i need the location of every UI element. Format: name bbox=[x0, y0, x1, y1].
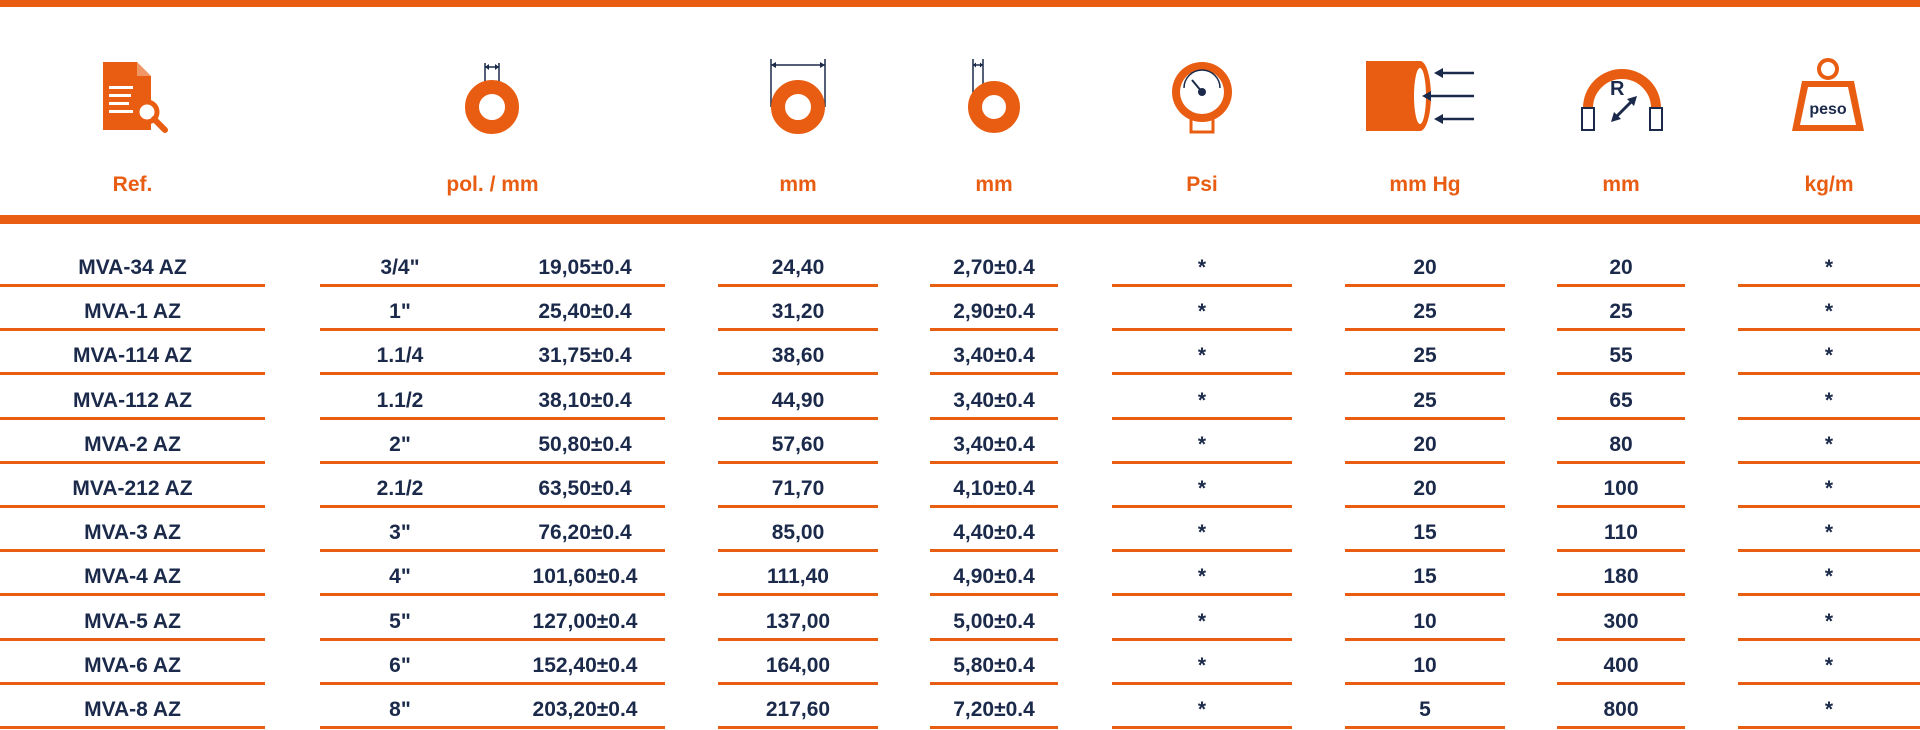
row-divider bbox=[1557, 638, 1685, 641]
row-divider bbox=[930, 505, 1058, 508]
row-divider bbox=[930, 726, 1058, 729]
row-divider bbox=[1112, 461, 1292, 464]
row-divider bbox=[320, 593, 665, 596]
cell-inner-diameter-mm: 25,40±0.4 bbox=[538, 300, 632, 324]
row-divider bbox=[320, 372, 665, 375]
cell-ref: MVA-3 AZ bbox=[84, 521, 181, 545]
cell-size-inch: 3/4" bbox=[380, 256, 420, 279]
cell-outer-diameter: 38,60 bbox=[771, 344, 825, 368]
header-outer-diameter: mm bbox=[779, 173, 817, 196]
row-divider bbox=[718, 284, 878, 287]
row-divider bbox=[930, 593, 1058, 596]
cell-bend-radius: 80 bbox=[1609, 432, 1633, 456]
inner-diameter-icon bbox=[442, 55, 542, 137]
row-divider bbox=[1112, 593, 1292, 596]
bend-radius-icon-label: R bbox=[1610, 78, 1625, 100]
row-divider bbox=[1112, 726, 1292, 729]
row-divider bbox=[718, 461, 878, 464]
cell-pressure: * bbox=[1197, 521, 1207, 545]
cell-size-inch: 6" bbox=[389, 653, 411, 677]
row-divider bbox=[930, 372, 1058, 375]
row-divider bbox=[320, 461, 665, 464]
row-divider bbox=[1345, 284, 1505, 287]
row-divider bbox=[1345, 638, 1505, 641]
cell-pressure: * bbox=[1197, 388, 1207, 412]
row-divider bbox=[1557, 726, 1685, 729]
row-divider bbox=[930, 461, 1058, 464]
row-divider bbox=[1112, 417, 1292, 420]
cell-ref: MVA-2 AZ bbox=[84, 432, 181, 456]
cell-size-inch: 5" bbox=[389, 609, 411, 633]
cell-vacuum: 15 bbox=[1413, 565, 1437, 589]
row-divider bbox=[930, 638, 1058, 641]
cell-wall-thickness: 2,70±0.4 bbox=[953, 256, 1035, 279]
row-divider bbox=[1345, 505, 1505, 508]
outer-diameter-icon bbox=[748, 55, 848, 137]
cell-weight: * bbox=[1824, 565, 1834, 589]
cell-inner-diameter-mm: 76,20±0.4 bbox=[538, 521, 632, 545]
row-divider bbox=[1557, 372, 1685, 375]
cell-wall-thickness: 4,90±0.4 bbox=[953, 565, 1035, 589]
row-divider bbox=[1738, 549, 1920, 552]
row-divider bbox=[0, 549, 265, 552]
row-divider bbox=[1345, 549, 1505, 552]
cell-outer-diameter: 111,40 bbox=[767, 565, 829, 589]
document-search-icon bbox=[83, 55, 183, 137]
row-divider bbox=[1738, 284, 1920, 287]
cell-wall-thickness: 5,00±0.4 bbox=[953, 609, 1035, 633]
cell-pressure: * bbox=[1197, 698, 1207, 721]
cell-pressure: * bbox=[1197, 300, 1207, 324]
row-divider bbox=[0, 284, 265, 287]
cell-size-inch: 8" bbox=[389, 698, 411, 721]
cell-outer-diameter: 24,40 bbox=[771, 256, 825, 279]
cell-pressure: * bbox=[1197, 609, 1207, 633]
header-divider bbox=[0, 215, 1920, 224]
cell-wall-thickness: 4,10±0.4 bbox=[953, 477, 1035, 500]
row-divider bbox=[1557, 284, 1685, 287]
cell-outer-diameter: 44,90 bbox=[771, 388, 825, 412]
cell-weight: * bbox=[1824, 477, 1834, 500]
row-divider bbox=[1738, 461, 1920, 464]
cell-weight: * bbox=[1824, 521, 1834, 545]
row-divider bbox=[1738, 372, 1920, 375]
cell-size-inch: 1" bbox=[389, 300, 411, 324]
row-divider bbox=[1738, 726, 1920, 729]
row-divider bbox=[930, 328, 1058, 331]
cell-bend-radius: 100 bbox=[1603, 477, 1639, 500]
cell-vacuum: 25 bbox=[1413, 300, 1437, 324]
row-divider bbox=[1345, 726, 1505, 729]
cell-wall-thickness: 5,80±0.4 bbox=[953, 653, 1035, 677]
row-divider bbox=[930, 417, 1058, 420]
cell-vacuum: 10 bbox=[1413, 653, 1437, 677]
header-ref: Ref. bbox=[112, 173, 153, 196]
header-bend-radius: mm bbox=[1602, 173, 1640, 196]
row-divider bbox=[0, 638, 265, 641]
row-divider bbox=[1345, 682, 1505, 685]
cell-weight: * bbox=[1824, 609, 1834, 633]
row-divider bbox=[320, 284, 665, 287]
row-divider bbox=[1738, 417, 1920, 420]
row-divider bbox=[1112, 505, 1292, 508]
cell-vacuum: 5 bbox=[1419, 698, 1431, 721]
row-divider bbox=[930, 549, 1058, 552]
row-divider bbox=[1557, 682, 1685, 685]
cell-inner-diameter-mm: 38,10±0.4 bbox=[538, 388, 632, 412]
cell-wall-thickness: 4,40±0.4 bbox=[953, 521, 1035, 545]
row-divider bbox=[320, 505, 665, 508]
cell-vacuum: 25 bbox=[1413, 344, 1437, 368]
cell-vacuum: 10 bbox=[1413, 609, 1437, 633]
row-divider bbox=[1345, 328, 1505, 331]
cell-vacuum: 15 bbox=[1413, 521, 1437, 545]
cell-weight: * bbox=[1824, 432, 1834, 456]
row-divider bbox=[1557, 549, 1685, 552]
row-divider bbox=[1557, 417, 1685, 420]
cell-outer-diameter: 137,00 bbox=[765, 609, 831, 633]
cell-wall-thickness: 7,20±0.4 bbox=[953, 698, 1035, 721]
wall-thickness-icon bbox=[944, 55, 1044, 137]
cell-wall-thickness: 2,90±0.4 bbox=[953, 300, 1035, 324]
cell-inner-diameter-mm: 203,20±0.4 bbox=[532, 698, 638, 721]
cell-bend-radius: 55 bbox=[1609, 344, 1633, 368]
cell-outer-diameter: 85,00 bbox=[771, 521, 825, 545]
cell-inner-diameter-mm: 101,60±0.4 bbox=[532, 565, 638, 589]
row-divider bbox=[320, 417, 665, 420]
pressure-gauge-icon bbox=[1152, 55, 1252, 137]
row-divider bbox=[1345, 372, 1505, 375]
cell-bend-radius: 300 bbox=[1603, 609, 1639, 633]
cell-bend-radius: 800 bbox=[1603, 698, 1639, 721]
cell-inner-diameter-mm: 31,75±0.4 bbox=[538, 344, 632, 368]
cell-weight: * bbox=[1824, 256, 1834, 279]
cell-weight: * bbox=[1824, 300, 1834, 324]
row-divider bbox=[718, 372, 878, 375]
row-divider bbox=[0, 417, 265, 420]
header-vacuum: mm Hg bbox=[1389, 173, 1461, 196]
cell-inner-diameter-mm: 19,05±0.4 bbox=[538, 256, 632, 279]
cell-ref: MVA-34 AZ bbox=[78, 256, 187, 279]
header-pressure: Psi bbox=[1186, 173, 1218, 196]
row-divider bbox=[320, 682, 665, 685]
row-divider bbox=[1557, 461, 1685, 464]
cell-size-inch: 2.1/2 bbox=[376, 477, 424, 500]
cell-pressure: * bbox=[1197, 653, 1207, 677]
cell-pressure: * bbox=[1197, 565, 1207, 589]
row-divider bbox=[1345, 593, 1505, 596]
header-weight: kg/m bbox=[1804, 173, 1854, 196]
cell-size-inch: 1.1/4 bbox=[376, 344, 424, 368]
weight-icon-label: peso bbox=[1809, 101, 1847, 118]
row-divider bbox=[718, 593, 878, 596]
cell-pressure: * bbox=[1197, 344, 1207, 368]
row-divider bbox=[320, 549, 665, 552]
cell-vacuum: 20 bbox=[1413, 256, 1437, 279]
row-divider bbox=[320, 638, 665, 641]
cell-ref: MVA-4 AZ bbox=[84, 565, 181, 589]
row-divider bbox=[1345, 461, 1505, 464]
cell-inner-diameter-mm: 152,40±0.4 bbox=[532, 653, 638, 677]
row-divider bbox=[0, 505, 265, 508]
cell-weight: * bbox=[1824, 344, 1834, 368]
row-divider bbox=[1738, 328, 1920, 331]
row-divider bbox=[0, 461, 265, 464]
row-divider bbox=[718, 328, 878, 331]
row-divider bbox=[930, 284, 1058, 287]
cell-bend-radius: 110 bbox=[1604, 521, 1638, 545]
row-divider bbox=[1112, 549, 1292, 552]
row-divider bbox=[0, 372, 265, 375]
vacuum-icon bbox=[1352, 55, 1492, 137]
cell-bend-radius: 25 bbox=[1609, 300, 1633, 324]
cell-ref: MVA-114 AZ bbox=[72, 344, 193, 368]
cell-outer-diameter: 71,70 bbox=[771, 477, 825, 500]
row-divider bbox=[1112, 284, 1292, 287]
cell-ref: MVA-5 AZ bbox=[84, 609, 181, 633]
row-divider bbox=[1557, 505, 1685, 508]
cell-vacuum: 20 bbox=[1413, 432, 1437, 456]
cell-bend-radius: 400 bbox=[1603, 653, 1639, 677]
row-divider bbox=[1112, 328, 1292, 331]
row-divider bbox=[1557, 328, 1685, 331]
bend-radius-icon bbox=[1572, 55, 1672, 137]
row-divider bbox=[0, 682, 265, 685]
cell-inner-diameter-mm: 50,80±0.4 bbox=[538, 432, 632, 456]
top-accent-bar bbox=[0, 0, 1920, 7]
cell-weight: * bbox=[1824, 698, 1834, 721]
cell-size-inch: 4" bbox=[389, 565, 411, 589]
row-divider bbox=[1738, 638, 1920, 641]
cell-outer-diameter: 217,60 bbox=[765, 698, 831, 721]
cell-pressure: * bbox=[1197, 477, 1207, 500]
row-divider bbox=[1112, 682, 1292, 685]
cell-size-inch: 1.1/2 bbox=[376, 388, 424, 412]
cell-vacuum: 20 bbox=[1413, 477, 1437, 500]
row-divider bbox=[718, 726, 878, 729]
row-divider bbox=[320, 726, 665, 729]
cell-weight: * bbox=[1824, 653, 1834, 677]
row-divider bbox=[1738, 505, 1920, 508]
header-inner-diameter: pol. / mm bbox=[446, 173, 539, 196]
cell-outer-diameter: 164,00 bbox=[765, 653, 831, 677]
cell-wall-thickness: 3,40±0.4 bbox=[953, 432, 1035, 456]
cell-ref: MVA-112 AZ bbox=[72, 388, 193, 412]
cell-pressure: * bbox=[1197, 432, 1207, 456]
row-divider bbox=[1557, 593, 1685, 596]
cell-outer-diameter: 57,60 bbox=[771, 432, 825, 456]
row-divider bbox=[1112, 372, 1292, 375]
header-wall-thickness: mm bbox=[975, 173, 1013, 196]
row-divider bbox=[320, 328, 665, 331]
row-divider bbox=[0, 726, 265, 729]
cell-bend-radius: 180 bbox=[1603, 565, 1639, 589]
row-divider bbox=[718, 682, 878, 685]
cell-bend-radius: 20 bbox=[1609, 256, 1633, 279]
cell-inner-diameter-mm: 127,00±0.4 bbox=[532, 609, 638, 633]
cell-wall-thickness: 3,40±0.4 bbox=[953, 388, 1035, 412]
row-divider bbox=[1738, 682, 1920, 685]
cell-pressure: * bbox=[1197, 256, 1207, 279]
cell-size-inch: 3" bbox=[389, 521, 411, 545]
cell-outer-diameter: 31,20 bbox=[771, 300, 825, 324]
row-divider bbox=[718, 505, 878, 508]
weight-icon bbox=[1778, 55, 1878, 137]
row-divider bbox=[718, 638, 878, 641]
cell-ref: MVA-8 AZ bbox=[84, 698, 181, 721]
cell-ref: MVA-212 AZ bbox=[72, 477, 193, 500]
row-divider bbox=[1738, 593, 1920, 596]
cell-size-inch: 2" bbox=[389, 432, 411, 456]
cell-weight: * bbox=[1824, 388, 1834, 412]
row-divider bbox=[718, 549, 878, 552]
row-divider bbox=[1345, 417, 1505, 420]
row-divider bbox=[718, 417, 878, 420]
cell-inner-diameter-mm: 63,50±0.4 bbox=[538, 477, 632, 500]
row-divider bbox=[0, 328, 265, 331]
cell-ref: MVA-6 AZ bbox=[84, 653, 181, 677]
cell-vacuum: 25 bbox=[1413, 388, 1437, 412]
cell-bend-radius: 65 bbox=[1609, 388, 1633, 412]
cell-wall-thickness: 3,40±0.4 bbox=[953, 344, 1035, 368]
row-divider bbox=[930, 682, 1058, 685]
row-divider bbox=[0, 593, 265, 596]
row-divider bbox=[1112, 638, 1292, 641]
cell-ref: MVA-1 AZ bbox=[84, 300, 181, 324]
